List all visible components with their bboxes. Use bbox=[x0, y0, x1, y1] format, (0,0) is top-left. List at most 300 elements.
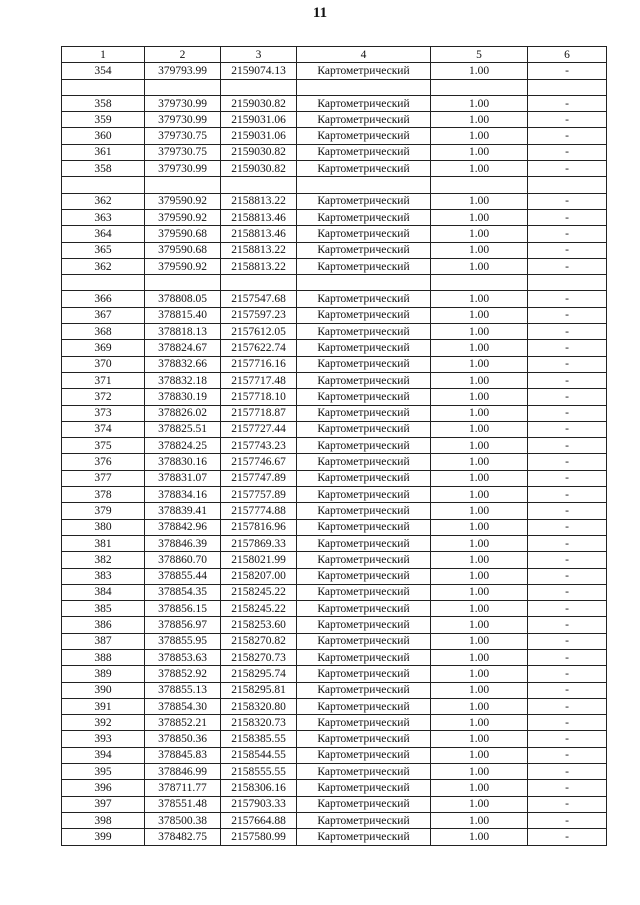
table-cell: 1.00 bbox=[431, 796, 528, 812]
table-cell bbox=[528, 275, 607, 291]
table-cell: 2157612.05 bbox=[221, 324, 297, 340]
table-cell: - bbox=[528, 307, 607, 323]
table-cell bbox=[221, 177, 297, 193]
table-cell: 377 bbox=[62, 470, 145, 486]
table-cell: 1.00 bbox=[431, 193, 528, 209]
table-cell: 2158813.46 bbox=[221, 209, 297, 225]
table-cell bbox=[145, 177, 221, 193]
table-cell bbox=[431, 177, 528, 193]
table-cell: 362 bbox=[62, 193, 145, 209]
table-cell bbox=[297, 79, 431, 95]
table-row bbox=[62, 177, 607, 193]
table-cell: 384 bbox=[62, 584, 145, 600]
table-cell: Картометрический bbox=[297, 291, 431, 307]
table-cell: 1.00 bbox=[431, 535, 528, 551]
table-cell: Картометрический bbox=[297, 535, 431, 551]
table-cell: 1.00 bbox=[431, 649, 528, 665]
table-cell: Картометрический bbox=[297, 503, 431, 519]
table-cell: 2157580.99 bbox=[221, 829, 297, 845]
table-cell: 379590.92 bbox=[145, 258, 221, 274]
table-cell: 1.00 bbox=[431, 405, 528, 421]
table-cell: 1.00 bbox=[431, 389, 528, 405]
table-row bbox=[62, 258, 607, 274]
table-cell: Картометрический bbox=[297, 438, 431, 454]
table-cell: 1.00 bbox=[431, 421, 528, 437]
table-cell: 392 bbox=[62, 715, 145, 731]
table-cell: Картометрический bbox=[297, 340, 431, 356]
table-cell: - bbox=[528, 128, 607, 144]
table-cell: Картометрический bbox=[297, 389, 431, 405]
table-cell: 1.00 bbox=[431, 161, 528, 177]
table-cell: Картометрический bbox=[297, 584, 431, 600]
table-cell: Картометрический bbox=[297, 601, 431, 617]
table-cell: 1.00 bbox=[431, 682, 528, 698]
table-row bbox=[62, 487, 607, 503]
table-cell: 2157664.88 bbox=[221, 812, 297, 828]
table-cell bbox=[528, 79, 607, 95]
table-cell: - bbox=[528, 226, 607, 242]
table-cell: 386 bbox=[62, 617, 145, 633]
table-cell: - bbox=[528, 682, 607, 698]
table-cell: 1.00 bbox=[431, 95, 528, 111]
table-cell: 378846.39 bbox=[145, 535, 221, 551]
table-cell: 2157547.68 bbox=[221, 291, 297, 307]
table-row bbox=[62, 356, 607, 372]
table-row bbox=[62, 307, 607, 323]
table-cell: 2158270.82 bbox=[221, 633, 297, 649]
table-cell: 382 bbox=[62, 552, 145, 568]
table-cell: 379730.75 bbox=[145, 128, 221, 144]
table-cell: - bbox=[528, 731, 607, 747]
table-cell: 372 bbox=[62, 389, 145, 405]
table-cell: 2158813.22 bbox=[221, 258, 297, 274]
table-cell: 358 bbox=[62, 161, 145, 177]
table-cell: 1.00 bbox=[431, 258, 528, 274]
table-cell: Картометрический bbox=[297, 633, 431, 649]
table-cell: - bbox=[528, 715, 607, 731]
table-cell: - bbox=[528, 552, 607, 568]
table-cell: Картометрический bbox=[297, 356, 431, 372]
table-cell: 2157718.87 bbox=[221, 405, 297, 421]
table-row bbox=[62, 193, 607, 209]
table-cell: - bbox=[528, 63, 607, 79]
table-cell: Картометрический bbox=[297, 747, 431, 763]
table-cell: - bbox=[528, 796, 607, 812]
table-cell: - bbox=[528, 666, 607, 682]
table-cell: Картометрический bbox=[297, 161, 431, 177]
table-cell: - bbox=[528, 291, 607, 307]
table-cell: - bbox=[528, 258, 607, 274]
table-row bbox=[62, 275, 607, 291]
table-cell: 1.00 bbox=[431, 552, 528, 568]
table-cell: 378830.19 bbox=[145, 389, 221, 405]
table-cell: Картометрический bbox=[297, 764, 431, 780]
table-cell bbox=[297, 177, 431, 193]
table-cell: 2157743.23 bbox=[221, 438, 297, 454]
table-cell: 2158253.60 bbox=[221, 617, 297, 633]
table-cell: 378826.02 bbox=[145, 405, 221, 421]
table-cell: 378854.35 bbox=[145, 584, 221, 600]
table-cell: 354 bbox=[62, 63, 145, 79]
table-cell: - bbox=[528, 519, 607, 535]
table-row bbox=[62, 324, 607, 340]
table-row bbox=[62, 698, 607, 714]
table-cell: Картометрический bbox=[297, 63, 431, 79]
table-cell: - bbox=[528, 584, 607, 600]
table-cell: 378839.41 bbox=[145, 503, 221, 519]
table-row bbox=[62, 535, 607, 551]
table-row bbox=[62, 112, 607, 128]
table-cell: Картометрический bbox=[297, 128, 431, 144]
table-cell: - bbox=[528, 829, 607, 845]
table-cell: - bbox=[528, 698, 607, 714]
table-cell: - bbox=[528, 780, 607, 796]
table-cell: 378 bbox=[62, 487, 145, 503]
table-row bbox=[62, 405, 607, 421]
table-cell bbox=[431, 275, 528, 291]
table-row bbox=[62, 601, 607, 617]
table-cell: - bbox=[528, 633, 607, 649]
table-row bbox=[62, 731, 607, 747]
table-cell bbox=[221, 79, 297, 95]
table-cell: 389 bbox=[62, 666, 145, 682]
table-cell: 2157597.23 bbox=[221, 307, 297, 323]
table-cell: Картометрический bbox=[297, 731, 431, 747]
table-cell: 1.00 bbox=[431, 780, 528, 796]
table-cell: 364 bbox=[62, 226, 145, 242]
table-cell: 1.00 bbox=[431, 487, 528, 503]
table-cell: 1.00 bbox=[431, 812, 528, 828]
table-row bbox=[62, 633, 607, 649]
table-row bbox=[62, 161, 607, 177]
table-cell: 379730.75 bbox=[145, 144, 221, 160]
table-cell: 362 bbox=[62, 258, 145, 274]
table-row bbox=[62, 747, 607, 763]
table-cell: - bbox=[528, 617, 607, 633]
table-cell: 2157774.88 bbox=[221, 503, 297, 519]
table-cell: 390 bbox=[62, 682, 145, 698]
table-cell: - bbox=[528, 438, 607, 454]
table-cell: - bbox=[528, 389, 607, 405]
table-cell: 378825.51 bbox=[145, 421, 221, 437]
table-cell bbox=[62, 275, 145, 291]
table-cell: 2158270.73 bbox=[221, 649, 297, 665]
table-cell: 378854.30 bbox=[145, 698, 221, 714]
table-cell: Картометрический bbox=[297, 372, 431, 388]
table-cell: 2158245.22 bbox=[221, 601, 297, 617]
table-cell: 378551.48 bbox=[145, 796, 221, 812]
table-cell: Картометрический bbox=[297, 812, 431, 828]
table-cell: Картометрический bbox=[297, 454, 431, 470]
table-cell: 2159030.82 bbox=[221, 161, 297, 177]
table-cell: 1.00 bbox=[431, 519, 528, 535]
table-cell: 1.00 bbox=[431, 209, 528, 225]
table-cell: 358 bbox=[62, 95, 145, 111]
table-cell: - bbox=[528, 470, 607, 486]
table-cell: - bbox=[528, 405, 607, 421]
table-cell: Картометрический bbox=[297, 666, 431, 682]
table-cell: 361 bbox=[62, 144, 145, 160]
table-cell: 1.00 bbox=[431, 438, 528, 454]
table-cell: Картометрический bbox=[297, 307, 431, 323]
table-cell: 1.00 bbox=[431, 584, 528, 600]
table-cell: 378818.13 bbox=[145, 324, 221, 340]
table-cell bbox=[145, 275, 221, 291]
table-row bbox=[62, 682, 607, 698]
table-cell: 374 bbox=[62, 421, 145, 437]
table-cell: 2157757.89 bbox=[221, 487, 297, 503]
table-row bbox=[62, 829, 607, 845]
table-cell: - bbox=[528, 242, 607, 258]
table-cell: 395 bbox=[62, 764, 145, 780]
table-cell: 378845.83 bbox=[145, 747, 221, 763]
table-cell: 394 bbox=[62, 747, 145, 763]
table-cell: 2158207.00 bbox=[221, 568, 297, 584]
table-row bbox=[62, 128, 607, 144]
table-cell: - bbox=[528, 340, 607, 356]
table-cell: 378834.16 bbox=[145, 487, 221, 503]
table-cell: - bbox=[528, 487, 607, 503]
table-cell: Картометрический bbox=[297, 617, 431, 633]
coordinates-table bbox=[61, 46, 607, 846]
table-row bbox=[62, 780, 607, 796]
table-cell: 378855.95 bbox=[145, 633, 221, 649]
table-cell bbox=[431, 79, 528, 95]
table-cell: 2157746.67 bbox=[221, 454, 297, 470]
table-cell: 378482.75 bbox=[145, 829, 221, 845]
table-cell: 2158295.81 bbox=[221, 682, 297, 698]
table-cell: - bbox=[528, 454, 607, 470]
table-row bbox=[62, 226, 607, 242]
table-cell: - bbox=[528, 324, 607, 340]
table-cell: Картометрический bbox=[297, 649, 431, 665]
table-cell: 379590.68 bbox=[145, 226, 221, 242]
table-cell: 391 bbox=[62, 698, 145, 714]
table-cell: - bbox=[528, 209, 607, 225]
table-cell: 367 bbox=[62, 307, 145, 323]
table-cell: - bbox=[528, 568, 607, 584]
table-cell: 2158295.74 bbox=[221, 666, 297, 682]
table-cell: 1.00 bbox=[431, 242, 528, 258]
table-row bbox=[62, 144, 607, 160]
table-cell: 378853.63 bbox=[145, 649, 221, 665]
table-row bbox=[62, 617, 607, 633]
table-cell: 2158544.55 bbox=[221, 747, 297, 763]
table-cell: 1.00 bbox=[431, 747, 528, 763]
table-cell: 366 bbox=[62, 291, 145, 307]
header-row bbox=[62, 47, 607, 63]
table-cell: 378852.92 bbox=[145, 666, 221, 682]
table-cell: 378815.40 bbox=[145, 307, 221, 323]
table-cell: 363 bbox=[62, 209, 145, 225]
table-cell: 365 bbox=[62, 242, 145, 258]
table-cell: Картометрический bbox=[297, 780, 431, 796]
table-cell: 1.00 bbox=[431, 324, 528, 340]
column-header: 3 bbox=[221, 47, 297, 63]
table-cell: 1.00 bbox=[431, 601, 528, 617]
table-cell: 378856.15 bbox=[145, 601, 221, 617]
table-cell: 393 bbox=[62, 731, 145, 747]
table-row bbox=[62, 503, 607, 519]
table-cell: Картометрический bbox=[297, 715, 431, 731]
table-cell: 1.00 bbox=[431, 568, 528, 584]
table-cell: 1.00 bbox=[431, 144, 528, 160]
table-cell: 378711.77 bbox=[145, 780, 221, 796]
table-cell: 378831.07 bbox=[145, 470, 221, 486]
table-row bbox=[62, 764, 607, 780]
table-cell: 2159031.06 bbox=[221, 128, 297, 144]
table-cell: - bbox=[528, 144, 607, 160]
table-cell: 2157718.10 bbox=[221, 389, 297, 405]
table-cell: - bbox=[528, 649, 607, 665]
table-cell: Картометрический bbox=[297, 95, 431, 111]
table-cell: 371 bbox=[62, 372, 145, 388]
table-row bbox=[62, 95, 607, 111]
table-cell: 2159031.06 bbox=[221, 112, 297, 128]
table-cell: 379590.92 bbox=[145, 193, 221, 209]
table-cell: 378832.66 bbox=[145, 356, 221, 372]
table-cell: 1.00 bbox=[431, 715, 528, 731]
table-cell: 1.00 bbox=[431, 340, 528, 356]
table-cell: 378824.25 bbox=[145, 438, 221, 454]
table-cell: 379730.99 bbox=[145, 95, 221, 111]
column-header: 2 bbox=[145, 47, 221, 63]
table-cell: 375 bbox=[62, 438, 145, 454]
table-body bbox=[62, 63, 607, 845]
table-cell: - bbox=[528, 161, 607, 177]
table-cell: 378832.18 bbox=[145, 372, 221, 388]
table-cell: 379 bbox=[62, 503, 145, 519]
table-row bbox=[62, 242, 607, 258]
table-row bbox=[62, 291, 607, 307]
table-cell: 360 bbox=[62, 128, 145, 144]
table-cell: 1.00 bbox=[431, 633, 528, 649]
table-row bbox=[62, 519, 607, 535]
table-cell: - bbox=[528, 747, 607, 763]
table-cell: 1.00 bbox=[431, 291, 528, 307]
table-cell: 1.00 bbox=[431, 470, 528, 486]
table-cell: 2158320.73 bbox=[221, 715, 297, 731]
table-cell: 2157716.16 bbox=[221, 356, 297, 372]
table-cell: Картометрический bbox=[297, 568, 431, 584]
table-cell: Картометрический bbox=[297, 519, 431, 535]
table-cell: 2158555.55 bbox=[221, 764, 297, 780]
table-cell: 396 bbox=[62, 780, 145, 796]
table-cell: - bbox=[528, 764, 607, 780]
table-cell: 2158813.22 bbox=[221, 242, 297, 258]
table-cell: Картометрический bbox=[297, 470, 431, 486]
table-row bbox=[62, 79, 607, 95]
table-row bbox=[62, 812, 607, 828]
table-cell: 1.00 bbox=[431, 112, 528, 128]
table-row bbox=[62, 796, 607, 812]
table-cell: - bbox=[528, 356, 607, 372]
page-number: 11 bbox=[312, 5, 328, 21]
table-cell: - bbox=[528, 535, 607, 551]
table-cell: 1.00 bbox=[431, 63, 528, 79]
table-cell: 378852.21 bbox=[145, 715, 221, 731]
table-cell: 1.00 bbox=[431, 307, 528, 323]
table-row bbox=[62, 372, 607, 388]
table-cell: - bbox=[528, 812, 607, 828]
table-cell: - bbox=[528, 601, 607, 617]
table-cell: - bbox=[528, 421, 607, 437]
table-row bbox=[62, 568, 607, 584]
table-cell: 385 bbox=[62, 601, 145, 617]
table-cell: 1.00 bbox=[431, 503, 528, 519]
table-cell: 2158245.22 bbox=[221, 584, 297, 600]
table-cell: 378855.44 bbox=[145, 568, 221, 584]
table-cell: 2159030.82 bbox=[221, 95, 297, 111]
column-header: 6 bbox=[528, 47, 607, 63]
table-cell: Картометрический bbox=[297, 829, 431, 845]
table-cell: - bbox=[528, 112, 607, 128]
table-cell: Картометрический bbox=[297, 242, 431, 258]
table-cell bbox=[297, 275, 431, 291]
table-cell bbox=[62, 79, 145, 95]
table-cell: 398 bbox=[62, 812, 145, 828]
table-cell: 2159074.13 bbox=[221, 63, 297, 79]
table-cell: Картометрический bbox=[297, 796, 431, 812]
table-cell: 2158385.55 bbox=[221, 731, 297, 747]
table-cell: Картометрический bbox=[297, 112, 431, 128]
table-cell: 378855.13 bbox=[145, 682, 221, 698]
table-cell bbox=[62, 177, 145, 193]
table-cell: 2158320.80 bbox=[221, 698, 297, 714]
table-cell: 2159030.82 bbox=[221, 144, 297, 160]
table-cell: - bbox=[528, 193, 607, 209]
column-header: 4 bbox=[297, 47, 431, 63]
table-row bbox=[62, 438, 607, 454]
table-row bbox=[62, 715, 607, 731]
table-cell: 379793.99 bbox=[145, 63, 221, 79]
table-cell: 368 bbox=[62, 324, 145, 340]
table-row bbox=[62, 649, 607, 665]
table-cell: 383 bbox=[62, 568, 145, 584]
table-cell: 1.00 bbox=[431, 372, 528, 388]
table-row bbox=[62, 470, 607, 486]
table-cell: 378808.05 bbox=[145, 291, 221, 307]
table-cell: Картометрический bbox=[297, 144, 431, 160]
table-cell: 1.00 bbox=[431, 731, 528, 747]
table-cell: 1.00 bbox=[431, 764, 528, 780]
table-cell: 378842.96 bbox=[145, 519, 221, 535]
table-row bbox=[62, 666, 607, 682]
table-cell: - bbox=[528, 503, 607, 519]
table-cell: 2157747.89 bbox=[221, 470, 297, 486]
table-cell: 1.00 bbox=[431, 454, 528, 470]
table-cell: 379590.92 bbox=[145, 209, 221, 225]
table-cell: 2158813.22 bbox=[221, 193, 297, 209]
table-cell: Картометрический bbox=[297, 487, 431, 503]
table-row bbox=[62, 209, 607, 225]
table-cell: Картометрический bbox=[297, 209, 431, 225]
table-cell: 373 bbox=[62, 405, 145, 421]
table-row bbox=[62, 454, 607, 470]
table-cell: - bbox=[528, 372, 607, 388]
table-cell: 2157816.96 bbox=[221, 519, 297, 535]
table-cell: 381 bbox=[62, 535, 145, 551]
table-cell bbox=[221, 275, 297, 291]
table-cell: Картометрический bbox=[297, 226, 431, 242]
table-cell: 380 bbox=[62, 519, 145, 535]
table-cell: 379590.68 bbox=[145, 242, 221, 258]
table-cell: Картометрический bbox=[297, 682, 431, 698]
table-cell bbox=[528, 177, 607, 193]
table-cell: 359 bbox=[62, 112, 145, 128]
table-cell: 378824.67 bbox=[145, 340, 221, 356]
table-cell: 378860.70 bbox=[145, 552, 221, 568]
